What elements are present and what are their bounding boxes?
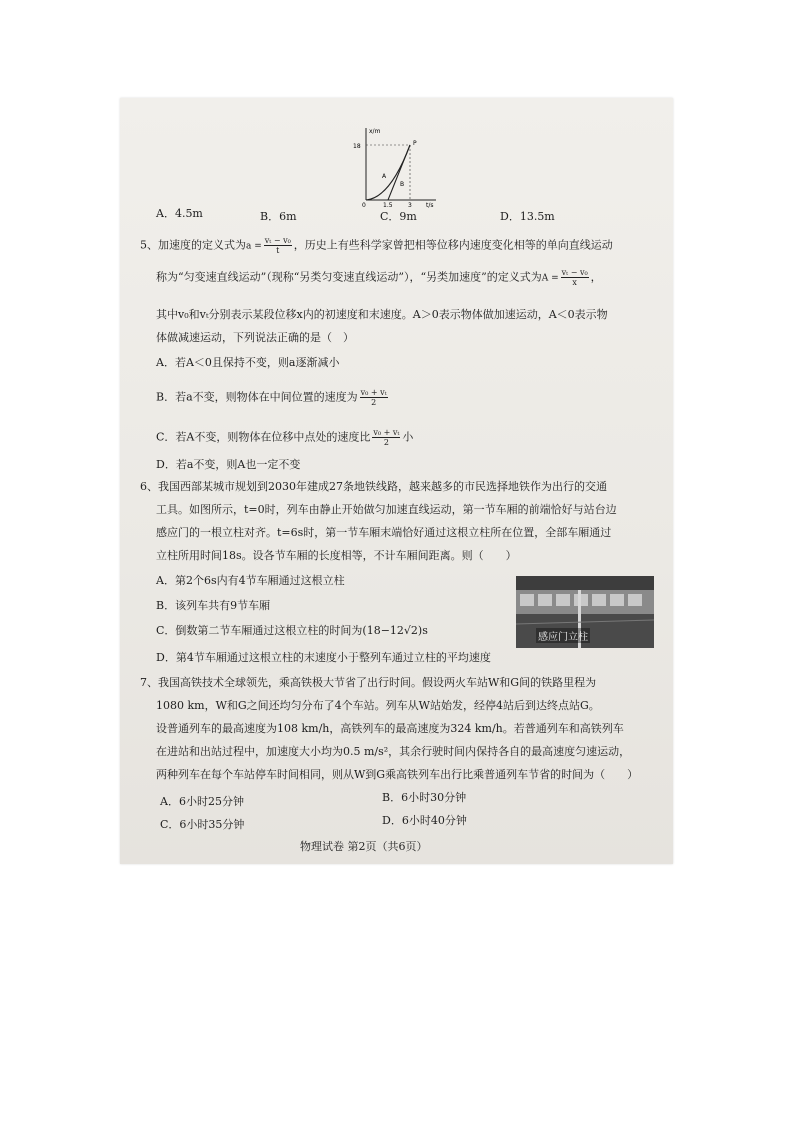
q6-line-4: 立柱所用时间18s。设各节车厢的长度相等，不计车厢间距离。则（ ） [156,549,517,562]
q7-line-5: 两种列车在每个车站停车时间相同，则从W到G乘高铁列车出行比乘普通列车节省的时间为（ ） [156,768,639,781]
q5-stem-part: ， [590,270,602,284]
x-tick-label: 0 [362,202,366,208]
formula-a-denominator: t [276,246,280,255]
q4-option-d: D．13.5m [500,210,555,223]
curve-label-b: B [400,181,405,188]
q5-option-a: A．若A＜0且保持不变，则a逐渐减小 [156,356,340,369]
q5-line-2 [156,268,602,287]
q6-option-b: B．该列车共有9节车厢 [156,599,271,612]
curve-label-a: A [382,173,387,180]
q7-line-3: 设普通列车的最高速度为108 km/h，高铁列车的最高速度为324 km/h。若普通列车和高铁列车 [156,722,624,735]
avg-numerator: v₀ + vₜ [360,388,387,397]
avg-velocity-fraction [360,388,388,407]
q6-line-3: 感应门的一根立柱对齐。t=6s时，第一节车厢末端恰好通过这根立柱所在位置，全部车厢通过 [156,526,612,539]
x-axis-label: t/s [426,202,434,208]
q7-line-2: 1080 km，W和G之间还均匀分布了4个车站。列车从W站始发，经停4站后到达终点站G。 [156,699,600,712]
formula-A-numerator: vₜ − v₀ [561,268,588,277]
x-tick-label: 1.5 [383,202,393,208]
curve-b [366,145,410,200]
page-footer: 物理试卷 第2页（共6页） [300,840,428,853]
avg-denominator: 2 [371,398,377,407]
x-tick-label: 3 [408,202,412,208]
q7-line-1: 7、我国高铁技术全球领先，乘高铁极大节省了出行时间。假设两火车站W和G间的铁路里程为 [140,676,597,689]
formula-A-lhs: A = [541,273,559,284]
q6-option-c: C．倒数第二节车厢通过这根立柱的时间为(18−12√2)s [156,624,428,637]
formula-a-numerator: vₜ − v₀ [264,236,291,245]
q5-option-d: D．若a不变，则A也一定不变 [156,458,301,471]
q5-option-c-tail: 小 [402,430,414,444]
q5-stem-part: 称为“匀变速直线运动”（现称“另类匀变速直线运动”），“另类加速度”的定义式为 [156,270,542,284]
q5-option-c [156,428,413,447]
q6-line-2: 工具。如图所示，t=0时，列车由静止开始做匀加速直线运动，第一节车厢的前端恰好与站台边 [156,503,617,516]
q4-option-a: A．4.5m [156,207,203,220]
q7-line-4: 在进站和出站过程中，加速度大小均为0.5 m/s²，其余行驶时间内保持各自的最高速度匀速运动， [156,745,631,758]
q5-stem-part: ，历史上有些科学家曾把相等位移内速度变化相等的单向直线运动 [293,238,613,252]
q5-stem-part: 5、加速度的定义式为 [140,238,246,252]
exam-page [120,98,673,864]
q5-option-b-text: B．若a不变，则物体在中间位置的速度为 [156,390,358,404]
y-axis-label: x/m [369,128,381,135]
avg-denominator: 2 [383,438,389,447]
formula-a-fraction [264,236,292,255]
q7-option-c: C．6小时35分钟 [160,818,245,831]
q5-option-b [156,388,390,407]
q6-option-d: D．第4节车厢通过这根立柱的末速度小于整列车通过立柱的平均速度 [156,651,491,664]
q5-line-1 [140,236,613,255]
q5-line-4: 体做减速运动，下列说法正确的是（ ） [156,331,354,344]
photo-caption: 感应门立柱 [536,628,590,643]
avg-numerator: v₀ + vₜ [373,428,400,437]
q5-line-3: 其中v₀和vₜ分别表示某段位移x内的初速度和末速度。A＞0表示物体做加速运动，A＜0表示物 [156,308,608,321]
q5-option-c-text: C．若A不变，则物体在位移中点处的速度比 [156,430,371,444]
formula-a-lhs: a = [246,241,262,252]
curve-label-p: P [413,140,417,147]
curve-a [366,145,410,200]
position-time-graph [350,124,440,208]
avg-velocity-fraction [372,428,400,447]
formula-A-denominator: x [572,278,577,287]
q4-option-b: B．6m [260,210,297,223]
y-tick-label: 18 [353,143,361,150]
q6-line-1: 6、我国西部某城市规划到2030年建成27条地铁线路，越来越多的市民选择地铁作为出行的交通 [140,480,607,493]
q6-option-a: A．第2个6s内有4节车厢通过这根立柱 [156,574,345,587]
formula-A-fraction [561,268,589,287]
q7-option-d: D．6小时40分钟 [382,814,467,827]
q7-option-a: A．6小时25分钟 [160,795,244,808]
station-photo [516,576,654,648]
q7-option-b: B．6小时30分钟 [382,791,467,804]
q4-option-c: C．9m [380,210,417,223]
